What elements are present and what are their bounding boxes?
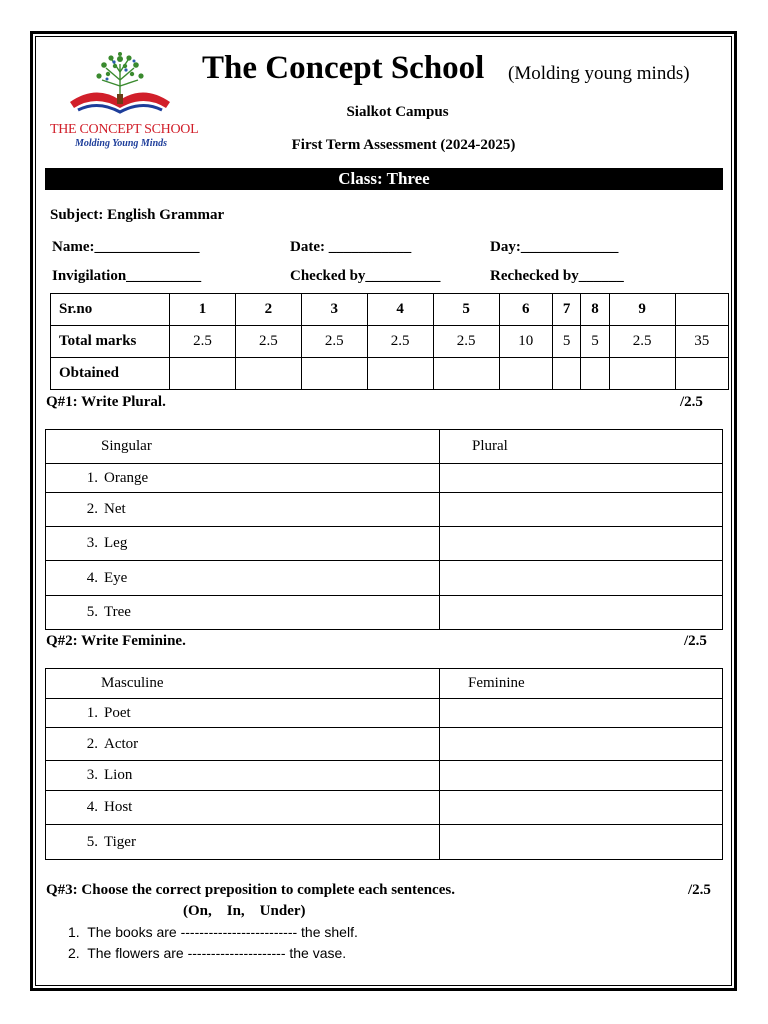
q3-sentence: [68, 945, 346, 961]
sr-no-cell: 3: [301, 294, 367, 326]
item-word: Orange: [104, 469, 149, 486]
q2-marks: /2.5: [684, 633, 707, 649]
sr-no-cell: 6: [499, 294, 552, 326]
day-field[interactable]: Day:_____________: [490, 239, 619, 255]
obtained-cell[interactable]: [170, 358, 236, 390]
sr-no-cell: 9: [609, 294, 675, 326]
logo-tagline: Molding Young Minds: [74, 138, 168, 149]
sr-no-cell: 8: [581, 294, 609, 326]
obtained-row: [51, 358, 729, 390]
total-marks-cell: 35: [675, 326, 728, 358]
answer-cell[interactable]: [440, 761, 723, 791]
table-row: [46, 561, 723, 596]
total-marks-cell: 2.5: [301, 326, 367, 358]
answer-cell[interactable]: [440, 728, 723, 761]
item-word: Tree: [104, 604, 131, 620]
q2-header-row: [46, 669, 723, 699]
sentence-text: The flowers are --------------------- the vase.: [87, 945, 347, 961]
table-row: [46, 699, 723, 728]
item-word: Eye: [104, 569, 128, 586]
table-row: [46, 791, 723, 825]
subject-line: Subject: English Grammar: [50, 207, 225, 223]
item-number: 2.: [86, 735, 98, 752]
item-number: 5.: [86, 833, 98, 850]
q3-marks: /2.5: [688, 882, 711, 898]
obtained-cell[interactable]: [552, 358, 580, 390]
total-marks-cell: 2.5: [609, 326, 675, 358]
item-number: 2.: [86, 501, 98, 517]
item-number: 3.: [86, 535, 98, 551]
q1-col-plural: Plural: [440, 430, 723, 464]
obtained-cell[interactable]: [235, 358, 301, 390]
marks-table: [50, 293, 729, 390]
table-row: [46, 728, 723, 761]
item-word: Tiger: [104, 833, 136, 850]
obtained-cell[interactable]: [609, 358, 675, 390]
total-marks-cell: 2.5: [170, 326, 236, 358]
item-number: 4.: [86, 799, 98, 815]
q3-options: (On, In, Under): [183, 903, 306, 919]
obtained-cell[interactable]: [433, 358, 499, 390]
row-label: Total marks: [51, 326, 170, 358]
total-marks-row: [51, 326, 729, 358]
sr-no-cell: 1: [170, 294, 236, 326]
answer-cell[interactable]: [440, 561, 723, 596]
item-word: Lion: [104, 767, 133, 783]
row-label: Obtained: [51, 358, 170, 390]
sr-no-cell: 5: [433, 294, 499, 326]
item-number: 5.: [86, 604, 98, 620]
q2-col-feminine: Feminine: [440, 669, 723, 699]
item-word: Poet: [104, 704, 131, 721]
item-word: Leg: [104, 535, 128, 551]
q3-title: Q#3: Choose the correct preposition to complete each sentences.: [46, 882, 455, 898]
answer-cell[interactable]: [440, 825, 723, 860]
q1-marks: /2.5: [680, 394, 703, 410]
table-row: [46, 825, 723, 860]
row-label: Sr.no: [51, 294, 170, 326]
total-marks-cell: 10: [499, 326, 552, 358]
table-row: [46, 527, 723, 561]
q1-table: [45, 429, 723, 630]
table-row: [46, 761, 723, 791]
item-word: Host: [104, 799, 133, 815]
school-motto: (Molding young minds): [508, 63, 690, 84]
table-row: [46, 493, 723, 527]
logo-school-name: THE CONCEPT SCHOOL: [50, 122, 199, 137]
invigilation-field[interactable]: Invigilation__________: [52, 268, 202, 284]
q1-title: Q#1: Write Plural.: [46, 394, 166, 410]
rechecked-by-field[interactable]: Rechecked by______: [490, 268, 624, 284]
sentence-number: 1.: [68, 924, 80, 940]
item-number: 1.: [86, 704, 98, 721]
table-row: [46, 464, 723, 493]
q1-col-singular: Singular: [46, 430, 440, 464]
campus-name: Sialkot Campus: [346, 104, 449, 120]
q1-header-row: [46, 430, 723, 464]
answer-cell[interactable]: [440, 464, 723, 493]
item-number: 3.: [86, 767, 98, 783]
answer-cell[interactable]: [440, 596, 723, 630]
sentence-number: 2.: [68, 945, 80, 961]
obtained-cell[interactable]: [581, 358, 609, 390]
item-word: Net: [104, 501, 126, 517]
class-banner: Class: Three: [45, 168, 723, 190]
sr-no-cell: [675, 294, 728, 326]
item-word: Actor: [104, 735, 139, 752]
obtained-cell[interactable]: [675, 358, 728, 390]
q2-table: [45, 668, 723, 860]
total-marks-cell: 5: [552, 326, 580, 358]
name-field[interactable]: Name:______________: [52, 239, 200, 255]
total-marks-cell: 2.5: [433, 326, 499, 358]
answer-cell[interactable]: [440, 699, 723, 728]
term-title: First Term Assessment (2024-2025): [291, 137, 516, 153]
q3-sentence: [68, 924, 358, 940]
sr-no-cell: 4: [367, 294, 433, 326]
sr-no-row: [51, 294, 729, 326]
total-marks-cell: 2.5: [235, 326, 301, 358]
answer-cell[interactable]: [440, 791, 723, 825]
item-number: 1.: [86, 469, 98, 486]
answer-cell[interactable]: [440, 493, 723, 527]
obtained-cell[interactable]: [499, 358, 552, 390]
sr-no-cell: 7: [552, 294, 580, 326]
school-name: The Concept School: [202, 50, 485, 86]
q2-title: Q#2: Write Feminine.: [46, 633, 186, 649]
table-row: [46, 596, 723, 630]
item-number: 4.: [86, 569, 98, 586]
total-marks-cell: 2.5: [367, 326, 433, 358]
sentence-text: The books are ------------------------- the shelf.: [87, 924, 358, 940]
total-marks-cell: 5: [581, 326, 609, 358]
q2-col-masculine: Masculine: [46, 669, 440, 699]
date-field[interactable]: Date: ___________: [290, 239, 412, 255]
checked-by-field[interactable]: Checked by__________: [290, 268, 441, 284]
answer-cell[interactable]: [440, 527, 723, 561]
sr-no-cell: 2: [235, 294, 301, 326]
obtained-cell[interactable]: [367, 358, 433, 390]
obtained-cell[interactable]: [301, 358, 367, 390]
